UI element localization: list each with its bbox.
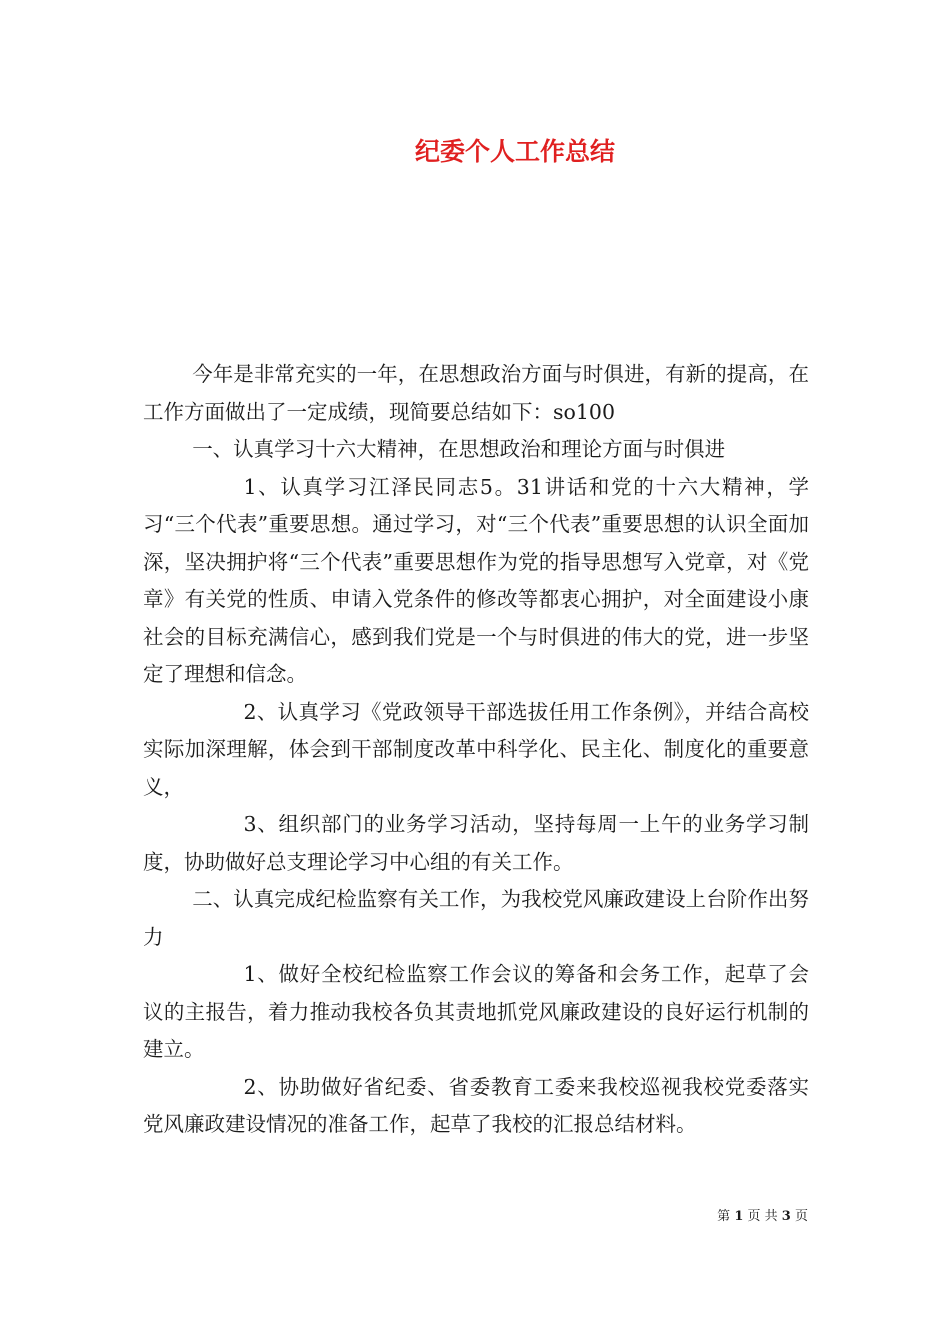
footer-suffix: 页	[794, 1209, 808, 1224]
intro-paragraph: 今年是非常充实的一年，在思想政治方面与时俱进，有新的提高，在工作方面做出了一定成绩，现简要总结如下：so100	[143, 362, 809, 424]
footer-prefix: 第	[717, 1209, 731, 1224]
section-heading-2: 二、认真完成纪检监察有关工作，为我校党风廉政建设上台阶作出努力	[143, 887, 809, 949]
section-2-item-2: 2、协助做好省纪委、省委教育工委来我校巡视我校党委落实党风廉政建设情况的准备工作，起草了我校的汇报总结材料。	[143, 1074, 809, 1136]
section-2-item-1: 1、做好全校纪检监察工作会议的筹备和会务工作，起草了会议的主报告，着力推动我校各负其责地抓党风廉政建设的良好运行机制的建立。	[143, 962, 809, 1061]
footer-total-pages: 3	[781, 1209, 791, 1224]
section-1-item-3: 3、组织部门的业务学习活动，坚持每周一上午的业务学习制度，协助做好总支理论学习中心组的有关工作。	[143, 812, 809, 874]
section-1-item-2: 2、认真学习《党政领导干部选拔任用工作条例》，并结合高校实际加深理解，体会到干部制度改革中科学化、民主化、制度化的重要意义，	[143, 699, 809, 799]
document-title: 纪委个人工作总结	[414, 137, 615, 166]
section-1-item-1: 1、认真学习江泽民同志5。31讲话和党的十六大精神，学习“三个代表”重要思想。通过学习，对“三个代表”重要思想的认识全面加深，坚决拥护将“三个代表”重要思想作为党的指导思想写入党章，对《党章》有关党的性质、申请入党条件的修改等都衷心拥护，对全面建设小康社会的目标充满信心，感到我们党是一个与时俱进的伟大的党，进一步坚定了理想和信念。	[143, 474, 809, 686]
footer-middle: 页 共	[747, 1209, 778, 1224]
document-body	[143, 356, 809, 1144]
footer-page-number: 1	[734, 1209, 744, 1224]
page-footer	[717, 1205, 808, 1224]
section-heading-1: 一、认真学习十六大精神，在思想政治和理论方面与时俱进	[192, 437, 726, 461]
